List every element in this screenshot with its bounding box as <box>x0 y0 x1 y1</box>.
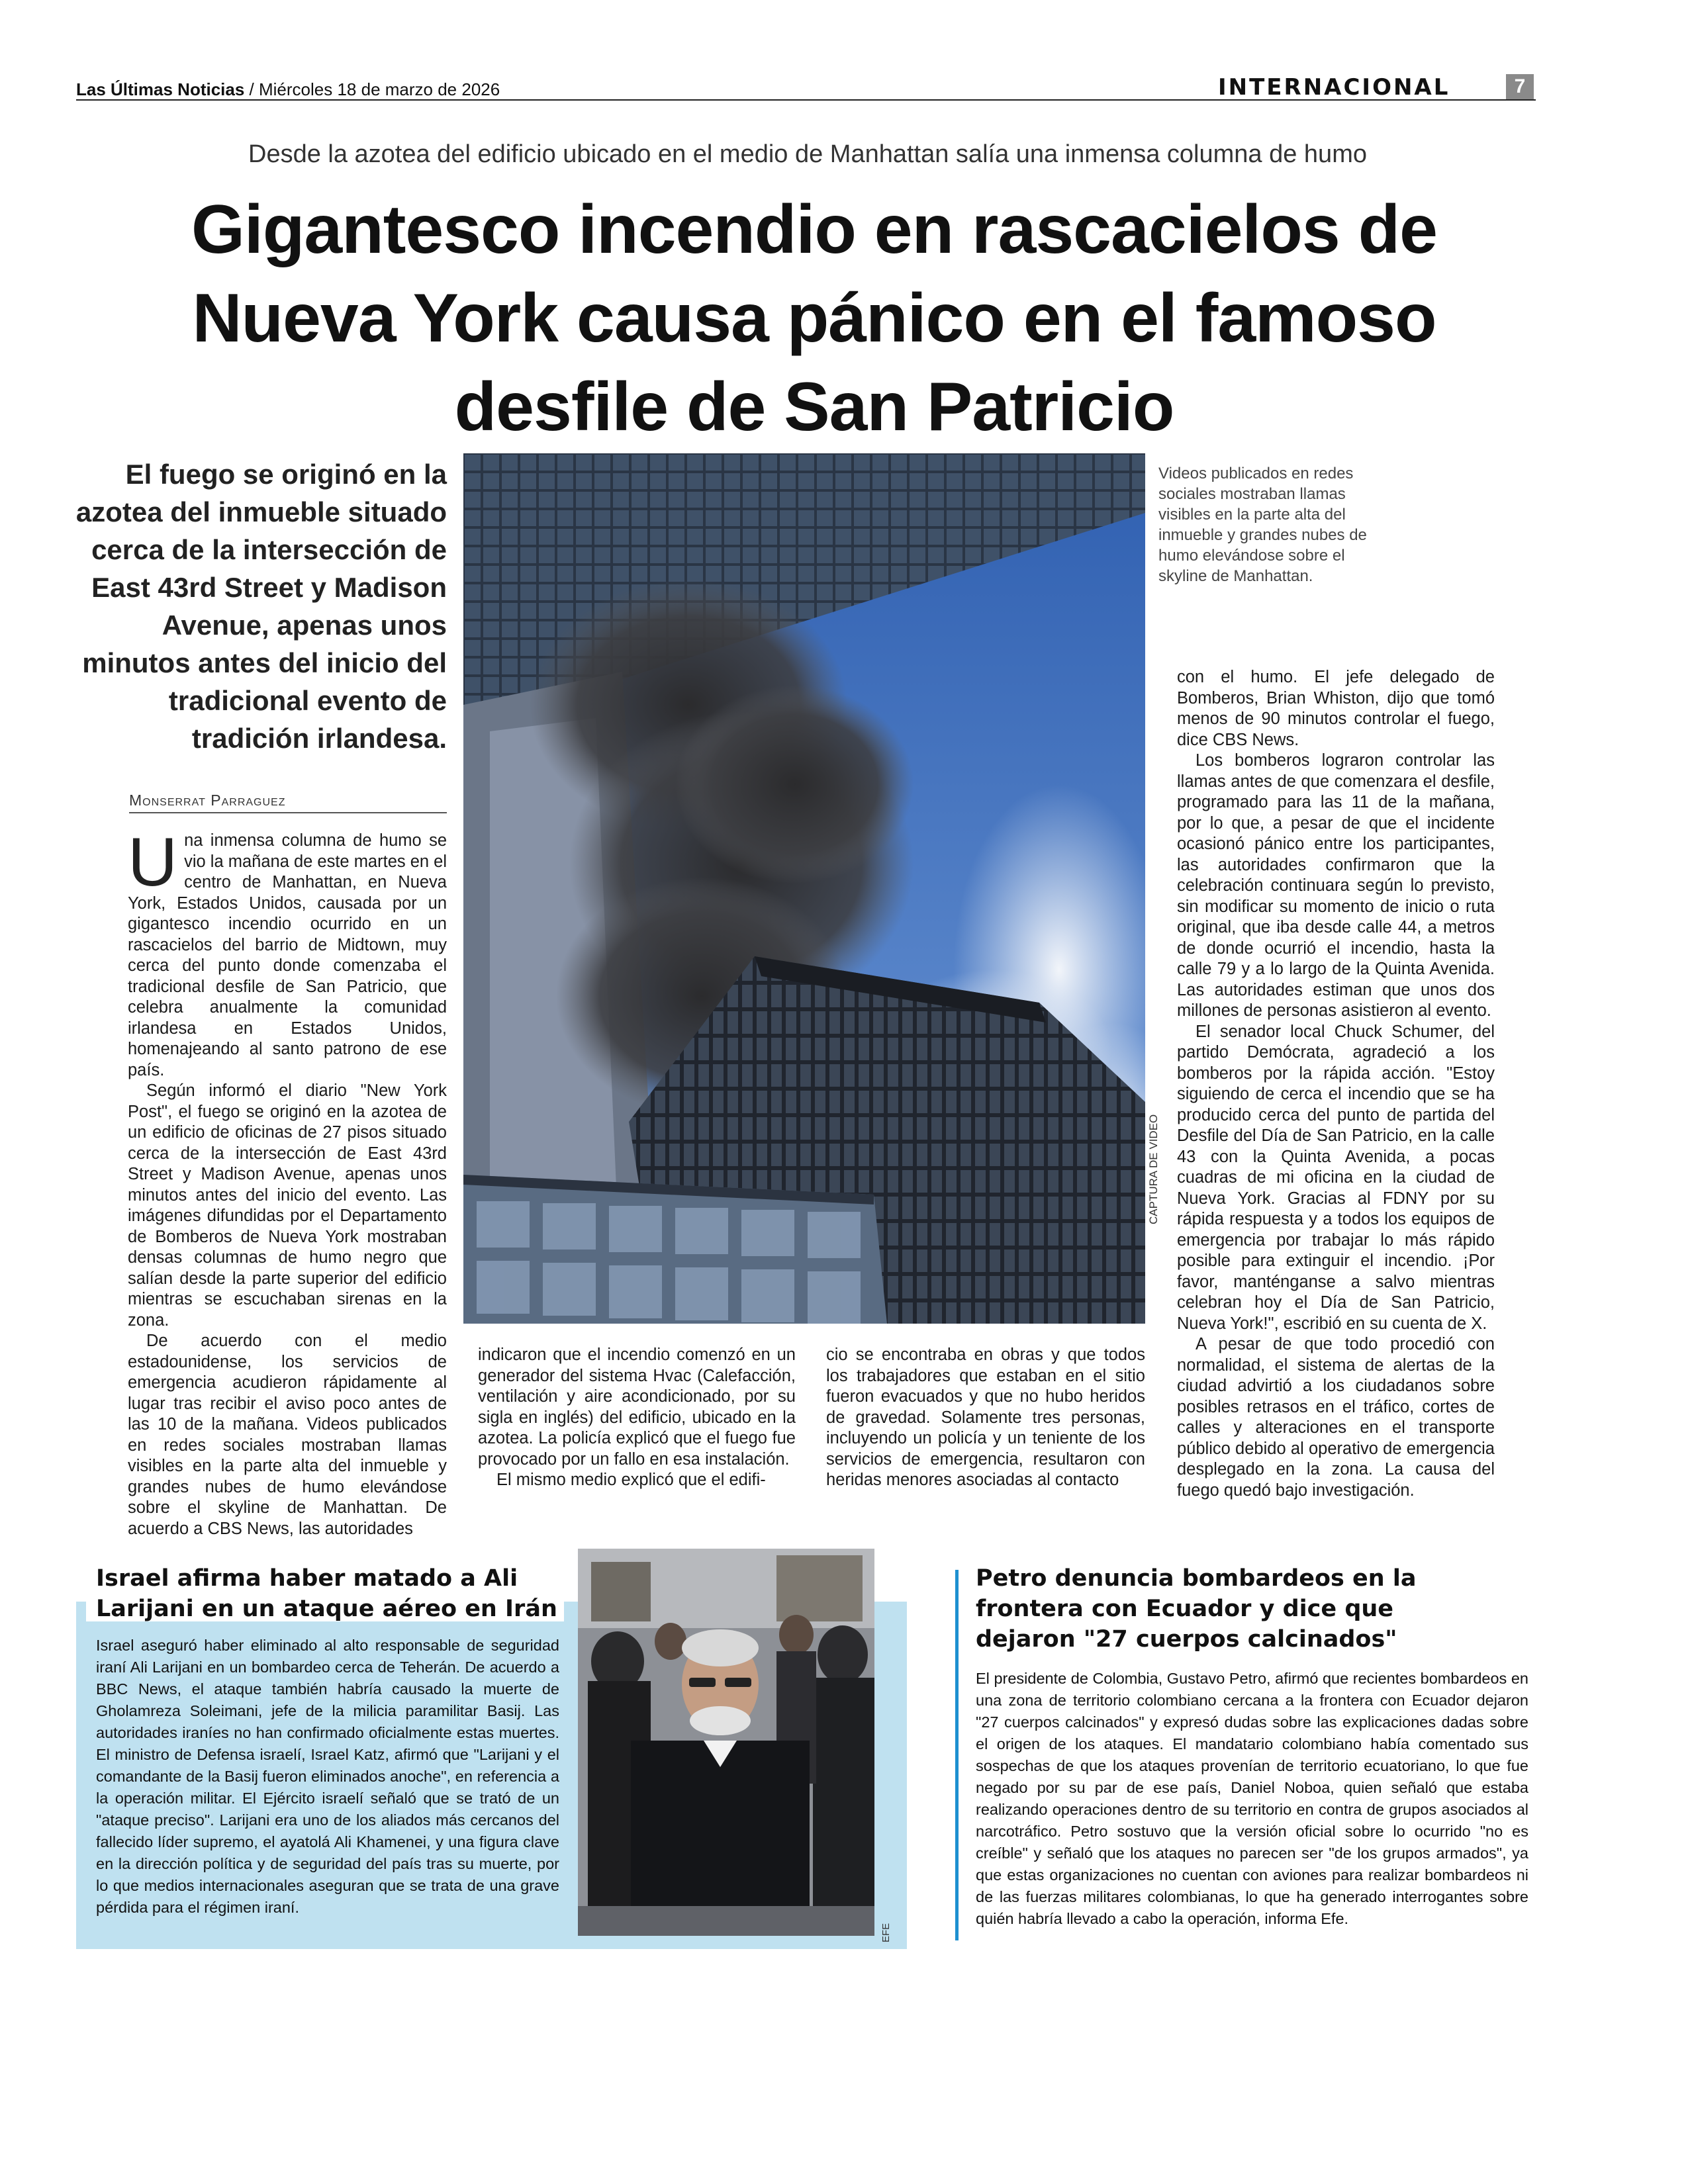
photo-caption: Videos publicados en redes sociales mostraban llamas visibles en la parte alta del inmueble y grandes nubes de humo elevándose sobre el skyline de Manhattan. <box>1158 465 1367 585</box>
byline <box>129 792 447 813</box>
byline-name: Monserrat Parraguez <box>129 792 286 809</box>
paragraph: Una inmensa columna de humo se vio la mañana de este martes en el centro de Manhattan, en Nueva York, Estados Unidos, causada por un gigantesco incendio ocurrido en un rascacielos del barrio de Midtown, muy cerca del punto donde comenzaba el tradicional desfile de San Patricio, que celebra anualmente la comunidad irlandesa en Estados Unidos, homenajeando al santo patrono de ese país. <box>128 824 447 1079</box>
brief-right-title: Petro denuncia bombardeos en la frontera con Ecuador y dice que dejaron "27 cuerpos calcinados" <box>976 1565 1417 1653</box>
paper-name: Las Últimas Noticias <box>76 79 245 99</box>
paragraph: indicaron que el incendio comenzó en un generador del sistema Hvac (Calefacción, ventilación y aire acondicionado, por su sigla en inglés) del edificio, ubicado en la azotea. La policía explicó que el fuego fue provocado por un fallo en esa instalación. <box>478 1345 796 1469</box>
brief-left-body: Israel aseguró haber eliminado al alto responsable de seguridad iraní Ali Larijani en un bombardeo cerca de Teherán. De acuerdo a BBC News, el ataque también habría causado la muerte de Gholamreza Soleimani, jefe de la milicia paramilitar Basij. Las autoridades iraníes no han confirmado oficialmente estas muertes. El ministro de Defensa israelí, Israel Katz, afirmó que "Larijani y el comandante de la Basij fueron eliminados anoche", en referencia a la operación militar. El Ejército israelí señaló que se trató de un "ataque preciso". Larijani era uno de los aliados más cercanos del fallecido líder supremo, el ayatolá Ali Khamenei, y una figura clave en la dirección política y de seguridad del país tras su muerte, por lo que medios internacionales aseguran que se trata de una grave pérdida para el régimen iraní. <box>96 1637 559 1916</box>
paragraph: El mismo medio explicó que el edifi- <box>496 1471 766 1489</box>
kicker: Desde la azotea del edificio ubicado en el medio de Manhattan salía una inmensa columna de humo <box>248 140 1367 168</box>
fire-photo <box>463 453 1145 1324</box>
accent-bar <box>955 1570 959 1940</box>
article-column-1 <box>128 824 447 1539</box>
photo-credit: CAPTURA DE VIDEO <box>1147 1114 1160 1224</box>
paragraph: De acuerdo con el medio estadounidense, los servicios de emergencia acudieron rápidamente al lugar tras recibir el aviso poco antes de las 10 de la mañana. Videos publicados en redes sociales mostraban llamas visibles en la parte alta del inmueble y grandes nubes de humo elevándose sobre el skyline de Manhattan. De acuerdo a CBS News, las autoridades <box>128 1332 447 1538</box>
brief-right-body: El presidente de Colombia, Gustavo Petro, afirmó que recientes bombardeos en una zona de territorio colombiano cercana a la frontera con Ecuador dejaron "27 cuerpos calcinados" y expresó dudas sobre las explicaciones dadas sobre el origen de los ataques. El mandatario colombiano había comentado sus sospechas de que los ataques provenían de territorio ecuatoriano, lo que fue negado por su par de ese país, Daniel Noboa, quien señaló que estaba realizando operaciones dentro de su territorio en contra de grupos asociados al narcotráfico. Petro sostuvo que la versión oficial sobre lo ocurrido "no es creíble" y señaló que los ataques no parecen ser "de los grupos armados", ya que estas organizaciones no cuentan con aviones para realizar bombardeos ni de las fuerzas militares colombianas, lo que ha generado interrogantes sobre quién habría llevado a cabo la operación, informa Efe. <box>976 1670 1528 1927</box>
deck: El fuego se originó en la azotea del inmueble situado cerca de la intersección de East 43rd Street y Madison Avenue, apenas unos minutos antes del inicio del tradicional evento de tradición irlandesa. <box>75 459 447 754</box>
article-column-3 <box>826 1345 1145 1491</box>
paragraph: con el humo. El jefe delegado de Bomberos, Brian Whiston, dijo que tomó menos de 90 minutos controlar el fuego, dice CBS News. <box>1177 668 1495 749</box>
paragraph: El senador local Chuck Schumer, del partido Demócrata, agradeció a los bomberos por la rápida acción. "Estoy siguiendo de cerca el incendio que se ha producido cerca del punto de partida del Desfile del Día de San Patricio, en la calle 43 con la Quinta Avenida, a pocas cuadras de mi oficina en la ciudad de Nueva York. Gracias al FDNY por su rápida respuesta y a todos los equipos de emergencia por trabajar lo más rápido posible para extinguir el incendio. ¡Por favor, manténganse a salvo mientras celebran hoy el Día de San Patricio, Nueva York!", escribió en su cuenta de X. <box>1177 1022 1495 1333</box>
section-label: INTERNACIONAL <box>1218 74 1450 101</box>
brief-left-title: Israel afirma haber matado a Ali Larijani en un ataque aéreo en Irán <box>96 1565 557 1622</box>
paragraph: Según informó el diario "New York Post", el fuego se originó en la azotea de un edificio de oficinas de 27 pisos situado cerca de la intersección de East 43rd Street y Madison Avenue, apenas unos minutos antes del inicio del evento. Las imágenes difundidas por el Departamento de Bomberos de Nueva York mostraban densas columnas de humo negro que salían desde la parte superior del edificio mientras se escuchaban sirenas en la zona. <box>128 1081 447 1330</box>
paragraph: A pesar de que todo procedió con normalidad, el sistema de alertas de la ciudad advirtió a los ciudadanos sobre posibles retrasos en el tráfico, cortes de calles y alteraciones en el transporte público debido al operativo de emergencia desplegado en la zona. La causa del fuego quedó bajo investigación. <box>1177 1335 1495 1500</box>
masthead <box>76 79 500 100</box>
larijani-photo <box>578 1549 874 1936</box>
drop-cap: U <box>128 824 178 901</box>
photo-credit-efe: EFE <box>880 1923 892 1942</box>
headline: Gigantesco incendio en rascacielos de Nueva York causa pánico en el famoso desfile de San Patricio <box>191 191 1437 445</box>
paragraph: Los bomberos lograron controlar las llamas antes de que comenzara el desfile, programado para las 11 de la mañana, por lo que, a pesar de que el incidente ocasionó pánico entre los participantes, las autoridades confirmaron que la celebración continuara según lo previsto, sin modificar su momento de inicio o ruta original, que iba desde calle 44, a metros de donde ocurrió el incendio, hasta la calle 79 y a lo largo de la Quinta Avenida. Las autoridades estiman que unos dos millones de personas asistieron al evento. <box>1177 751 1495 1020</box>
page-number: 7 <box>1506 74 1534 99</box>
issue-date: / Miércoles 18 de marzo de 2026 <box>249 79 500 99</box>
paragraph: cio se encontraba en obras y que todos los trabajadores que estaban en el sitio fueron evacuados y que no hubo heridos de gravedad. Solamente tres personas, incluyendo un policía y un teniente de los servicios de emergencia, resultaron con heridas menores asociadas al contacto <box>826 1345 1145 1489</box>
article-column-2 <box>478 1345 796 1491</box>
article-column-4 <box>1177 667 1495 1501</box>
